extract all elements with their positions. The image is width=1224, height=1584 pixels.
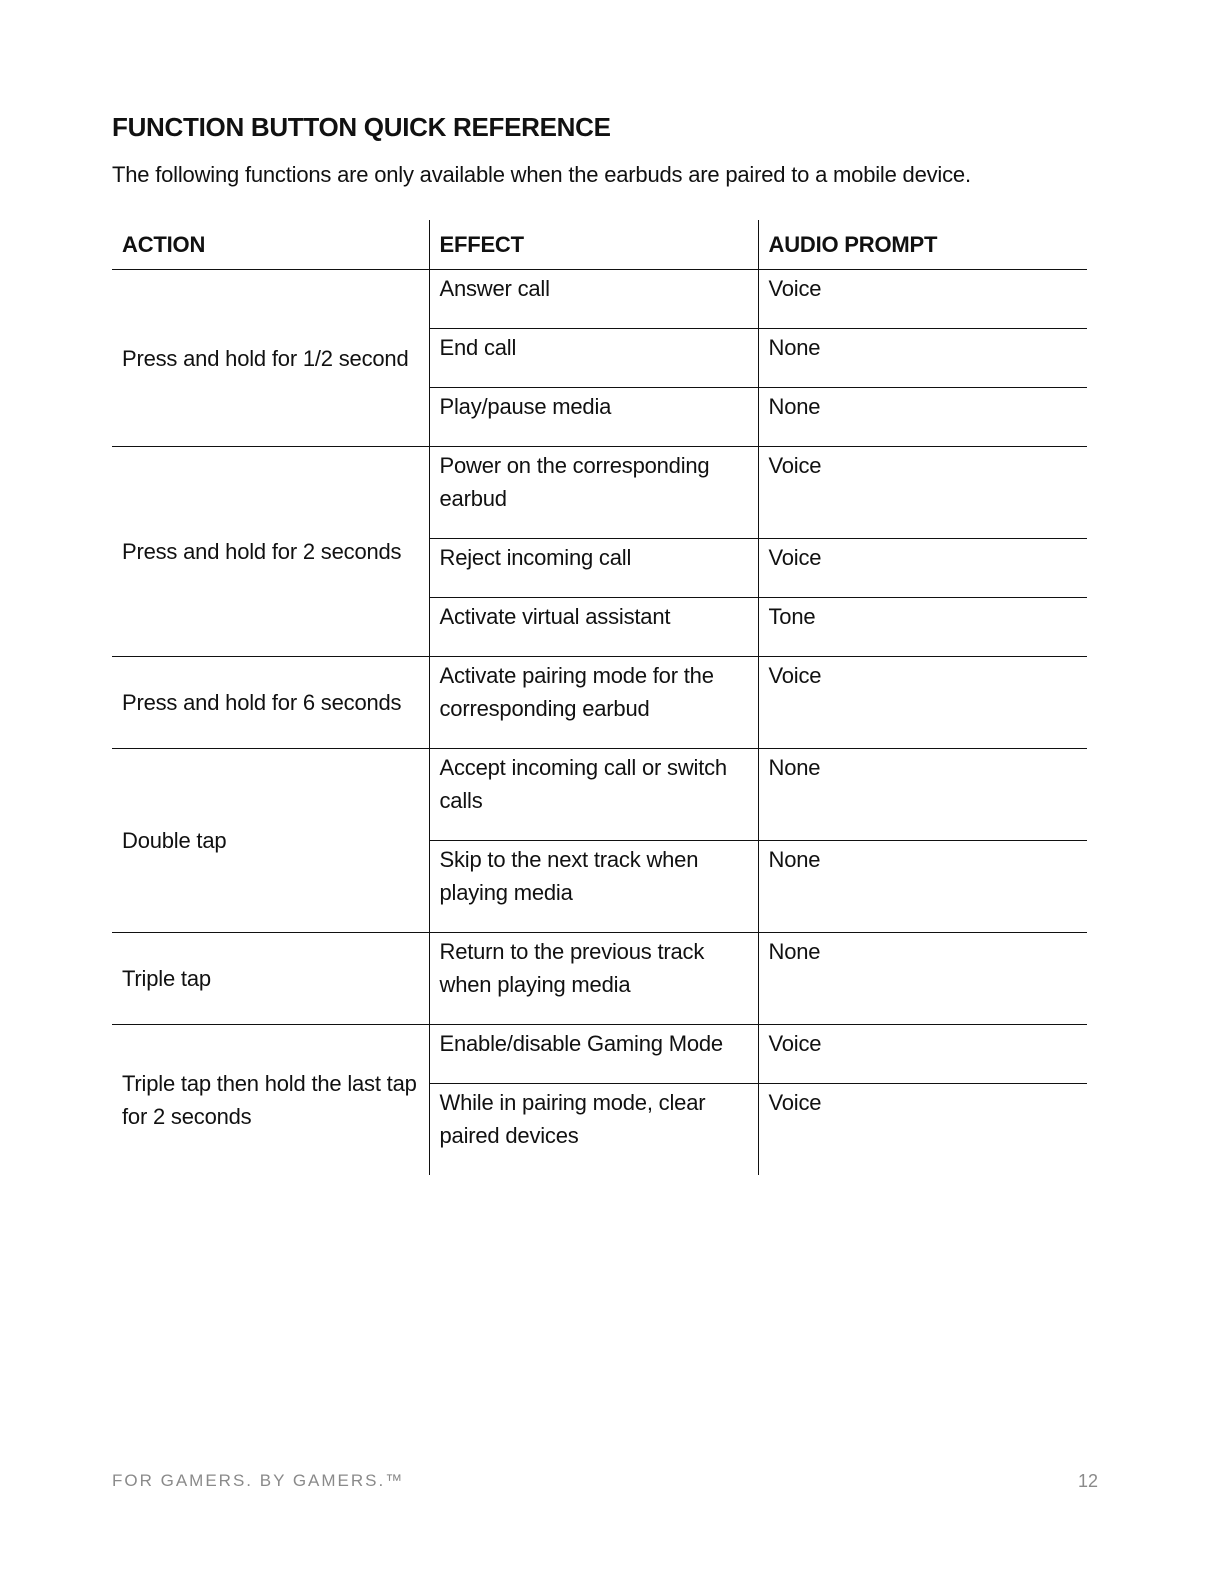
effect-cell: End call: [429, 329, 758, 388]
prompt-cell: Voice: [758, 657, 1087, 749]
prompt-cell: Voice: [758, 270, 1087, 329]
intro-text: The following functions are only available when the earbuds are paired to a mobile device.: [112, 162, 971, 187]
prompt-cell: None: [758, 933, 1087, 1025]
action-cell: Triple tap then hold the last tap for 2 seconds: [122, 1071, 417, 1129]
table-row: [112, 657, 1087, 749]
prompt-cell: Voice: [758, 447, 1087, 539]
action-cell: Press and hold for 2 seconds: [112, 447, 429, 657]
header-effect: EFFECT: [429, 220, 758, 270]
effect-cell: While in pairing mode, clear paired devices: [429, 1084, 758, 1176]
effect-cell: Power on the corresponding earbud: [429, 447, 758, 539]
prompt-cell: None: [758, 749, 1087, 841]
prompt-cell: Tone: [758, 598, 1087, 657]
action-cell: Double tap: [112, 749, 429, 933]
function-reference-table: [112, 220, 1087, 1175]
table-row: [112, 1025, 1087, 1084]
effect-cell: Play/pause media: [429, 388, 758, 447]
table-row: [112, 447, 1087, 539]
prompt-cell: None: [758, 329, 1087, 388]
effect-cell: Enable/disable Gaming Mode: [429, 1025, 758, 1084]
action-cell: Press and hold for 6 seconds: [112, 657, 429, 749]
header-action: ACTION: [112, 220, 429, 270]
table-header-row: [112, 220, 1087, 270]
effect-cell: Accept incoming call or switch calls: [429, 749, 758, 841]
effect-cell: Activate virtual assistant: [429, 598, 758, 657]
table-row: [112, 749, 1087, 841]
prompt-cell: Voice: [758, 1025, 1087, 1084]
page-title: FUNCTION BUTTON QUICK REFERENCE: [112, 112, 611, 142]
table-row: [112, 270, 1087, 329]
effect-cell: Activate pairing mode for the corresponding earbud: [429, 657, 758, 749]
prompt-cell: Voice: [758, 1084, 1087, 1176]
page-number: 12: [1077, 1471, 1098, 1491]
action-cell: Triple tap: [112, 933, 429, 1025]
prompt-cell: None: [758, 388, 1087, 447]
action-cell: Press and hold for 1/2 second: [112, 270, 429, 447]
effect-cell: Answer call: [429, 270, 758, 329]
header-audio-prompt: AUDIO PROMPT: [758, 220, 1087, 270]
prompt-cell: None: [758, 841, 1087, 933]
table-row: [112, 933, 1087, 1025]
footer-tagline: FOR GAMERS. BY GAMERS.™: [112, 1471, 405, 1490]
effect-cell: Reject incoming call: [429, 539, 758, 598]
effect-cell: Return to the previous track when playing media: [429, 933, 758, 1025]
effect-cell: Skip to the next track when playing media: [429, 841, 758, 933]
prompt-cell: Voice: [758, 539, 1087, 598]
